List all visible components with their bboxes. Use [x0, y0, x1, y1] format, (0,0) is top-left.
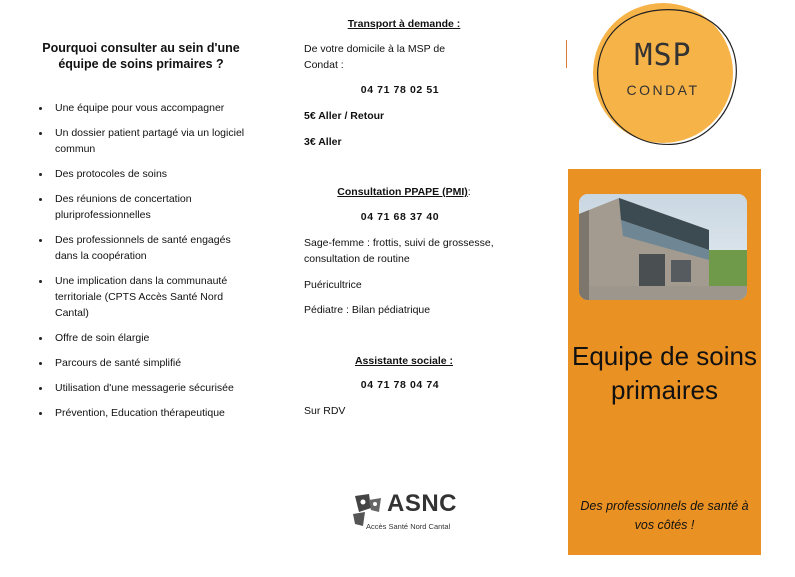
ppape-pediatrician: Pédiatre : Bilan pédiatrique	[304, 304, 431, 316]
price-round-trip: 5€ Aller / Retour	[304, 110, 385, 122]
bullet-icon	[39, 387, 42, 390]
ppape-title-suffix: :	[467, 186, 471, 198]
left-title: Pourquoi consulter au sein d'une équipe de soins primaires ?	[42, 41, 240, 71]
ppape-nurse: Puéricultrice	[304, 279, 362, 291]
ppape-title: Consultation PPAPE (PMI)	[337, 186, 468, 198]
social-title: Assistante sociale :	[354, 355, 454, 367]
benefits-list	[36, 100, 246, 421]
list-item: Des professionnels de santé engagés dans la coopération	[36, 232, 246, 264]
list-item: Des protocoles de soins	[36, 166, 246, 182]
list-item: Offre de soin élargie	[36, 330, 246, 346]
list-item: Parcours de santé simplifié	[36, 355, 246, 371]
list-item: Une implication dans la communauté territoriale (CPTS Accès Santé Nord Cantal)	[36, 273, 246, 321]
price-one-way: 3€ Aller	[304, 136, 342, 148]
list-item: Une équipe pour vous accompagner	[36, 100, 246, 116]
ppape-midwife: Sage-femme : frottis, suivi de grossesse, consultation de routine	[304, 237, 494, 265]
asnc-subtitle: Accès Santé Nord Cantal	[366, 522, 451, 531]
transport-title: Transport à demande :	[347, 18, 461, 30]
list-item: Un dossier patient partagé via un logiciel commun	[36, 125, 246, 157]
building-photo	[579, 194, 747, 300]
bullet-icon	[39, 280, 42, 283]
transport-description: De votre domicile à la MSP de Condat :	[304, 43, 446, 71]
asnc-name: ASNC	[387, 490, 458, 517]
asnc-logo	[349, 490, 459, 536]
list-item: Prévention, Education thérapeutique	[36, 405, 246, 421]
cover-panel	[568, 169, 761, 555]
social-appointment: Sur RDV	[304, 405, 346, 417]
panel-tagline: Des professionnels de santé à vos côtés !	[580, 499, 749, 532]
msp-logo-title: MSP	[634, 38, 692, 73]
ppape-phone[interactable]: 04 71 68 37 40	[360, 211, 440, 223]
ppape-heading	[304, 184, 504, 200]
bullet-icon	[39, 132, 42, 135]
social-phone[interactable]: 04 71 78 04 74	[360, 379, 440, 391]
divider-line	[566, 40, 567, 68]
list-item: Des réunions de concertation pluriprofessionnelles	[36, 191, 246, 223]
bullet-icon	[39, 362, 42, 365]
bullet-icon	[39, 173, 42, 176]
transport-phone[interactable]: 04 71 78 02 51	[360, 84, 440, 96]
building-image-icon	[579, 194, 747, 300]
left-column	[36, 40, 246, 430]
panel-title: Equipe de soins primaires	[571, 341, 758, 405]
list-item: Utilisation d'une messagerie sécurisée	[36, 380, 246, 396]
bullet-icon	[39, 239, 42, 242]
msp-logo-subtitle: CONDAT	[626, 82, 700, 98]
bullet-icon	[39, 107, 42, 110]
bullet-icon	[39, 412, 42, 415]
bullet-icon	[39, 337, 42, 340]
bullet-icon	[39, 198, 42, 201]
msp-logo-circle-icon	[580, 0, 750, 150]
